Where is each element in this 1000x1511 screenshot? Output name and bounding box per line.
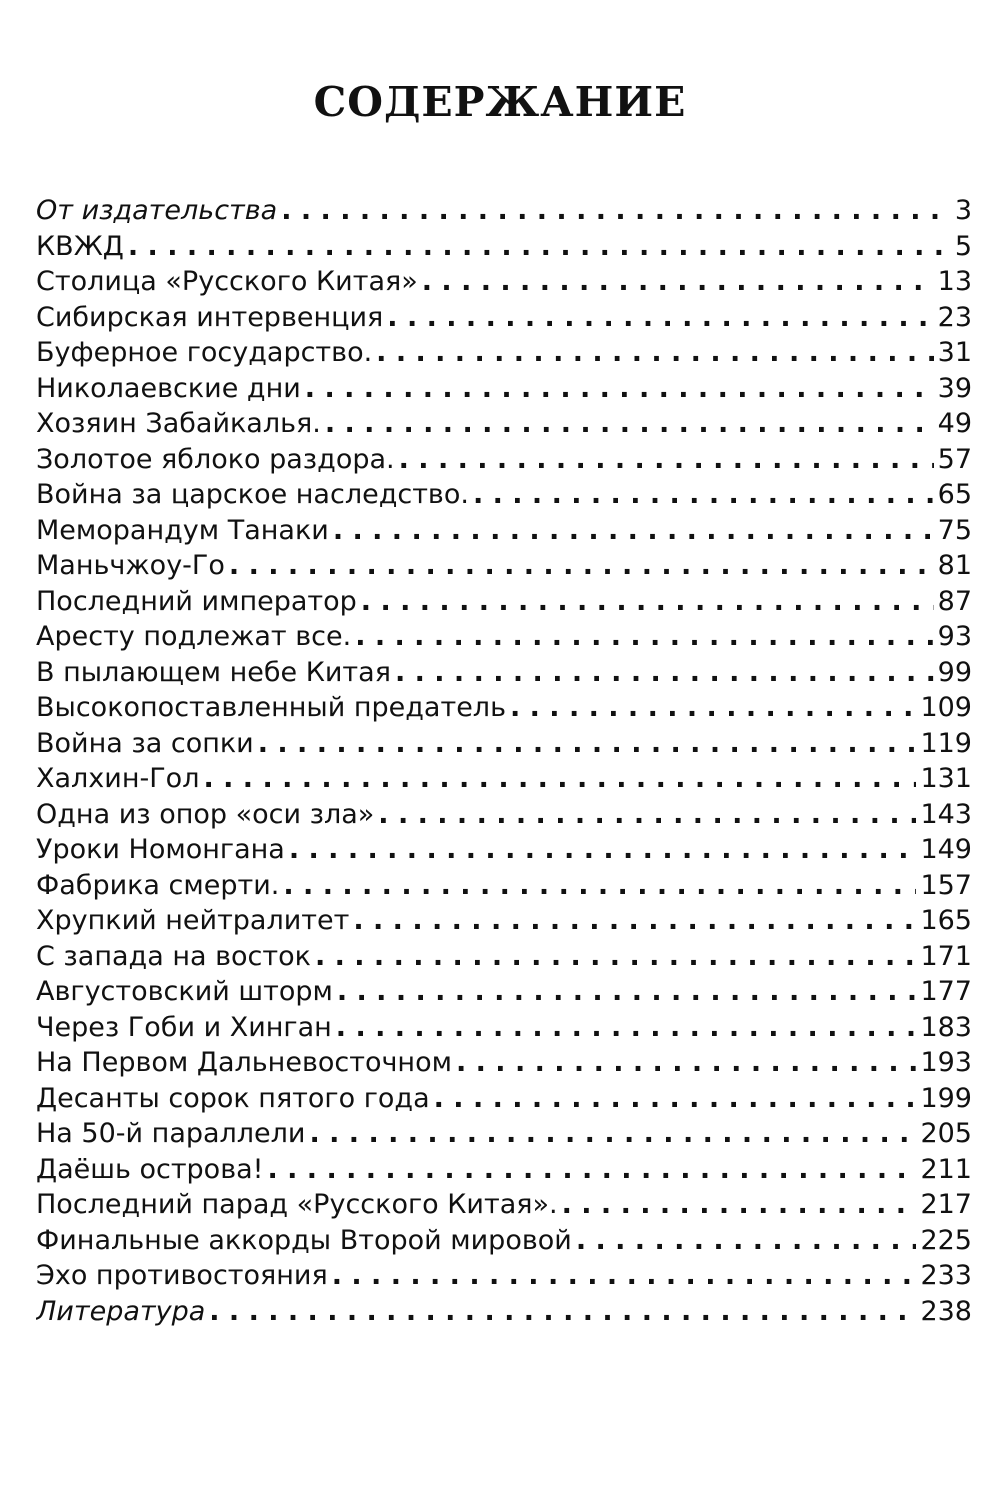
toc-entry-title: Фабрика смерти. [36,869,280,901]
page-title: СОДЕРЖАНИЕ [313,78,687,126]
toc-entry [36,1187,972,1223]
toc-entry-page-number: 193 [920,1047,972,1078]
toc-entry-page-number: 205 [920,1118,972,1149]
toc-entry-page-number: 75 [937,514,972,546]
toc-entry-page-number: 165 [920,905,972,936]
dot-leader [332,1258,917,1294]
dot-leader [283,868,916,904]
toc-entry [36,371,972,407]
toc-entry-page-number: 177 [920,976,972,1007]
toc-entry-title: Маньчжоу-Го [36,550,225,581]
toc-entry [36,229,972,265]
toc-entry [36,939,972,975]
dot-leader [473,477,934,513]
dot-leader [336,1010,917,1046]
toc-entry-title: КВЖД [36,230,124,262]
toc-entry-page-number: 211 [920,1153,972,1185]
dot-leader [305,371,934,407]
toc-entry-title: Аресту подлежат все. [36,621,352,652]
toc-entry-title: Даёшь острова! [36,1153,264,1185]
toc-entry-title: Буферное государство. [36,337,373,368]
dot-leader [562,1187,917,1223]
dot-leader [387,300,933,336]
toc-entry-page-number: 183 [920,1011,972,1043]
toc-entry [36,868,972,904]
toc-entry-page-number: 109 [920,692,972,723]
toc-entry [36,974,972,1010]
toc-entry-page-number: 87 [937,585,972,617]
dot-leader [325,406,934,442]
dot-leader [258,726,917,762]
toc-entry-page-number: 131 [920,763,972,794]
toc-entry-title: Сибирская интервенция [36,301,384,333]
toc-entry-page-number: 39 [937,372,972,404]
toc-entry [36,1258,972,1294]
dot-leader [576,1223,917,1259]
dot-leader [353,903,916,939]
toc-entry-title: Золотое яблоко раздора. [36,443,395,475]
toc-entry [36,690,972,726]
toc-entry-title: Хрупкий нейтралитет [36,905,350,936]
dot-leader [378,797,916,833]
dot-leader [399,442,934,478]
toc-entry [36,655,972,691]
toc-entry-page-number: 171 [920,940,972,972]
toc-entry-page-number: 157 [920,869,972,901]
toc-entry [36,1116,972,1152]
toc-entry-page-number: 23 [937,301,972,333]
toc-entry-title: Высокопоставленный предатель [36,692,506,723]
toc-entry [36,619,972,655]
toc-entry [36,513,972,549]
dot-leader [510,690,916,726]
toc-entry-title: Последний парад «Русского Китая». [36,1189,558,1220]
dot-leader [203,761,916,797]
toc-entry-title: Меморандум Танаки [36,514,329,546]
toc-entry [36,300,972,336]
toc-entry [36,1152,972,1188]
toc-entry-page-number: 81 [937,550,972,581]
table-of-contents [36,193,972,1329]
toc-entry [36,832,972,868]
toc-entry-title: Хозяин Забайкалья. [36,408,321,439]
toc-entry-title: Халхин-Гол [36,763,200,794]
toc-entry-page-number: 149 [920,834,972,865]
dot-leader [337,974,917,1010]
toc-entry-page-number: 238 [920,1295,972,1327]
toc-entry [36,761,972,797]
dot-leader [229,548,934,584]
toc-entry-page-number: 225 [920,1224,972,1256]
toc-entry-title: Финальные аккорды Второй мировой [36,1224,572,1256]
toc-entry-title: Николаевские дни [36,372,301,404]
toc-entry [36,797,972,833]
toc-entry [36,193,972,229]
toc-entry-title: От издательства [36,195,278,226]
toc-entry [36,1223,972,1259]
toc-entry-page-number: 49 [937,408,972,439]
toc-entry-title: На 50-й параллели [36,1118,306,1149]
toc-entry [36,1294,972,1330]
toc-entry [36,1081,972,1117]
toc-entry [36,1045,972,1081]
toc-entry [36,335,972,371]
toc-entry-title: С запада на восток [36,940,311,972]
toc-entry-title: Через Гоби и Хинган [36,1011,332,1043]
dot-leader [309,1116,916,1152]
dot-leader [267,1152,916,1188]
toc-entry-page-number: 57 [937,443,972,475]
toc-entry-page-number: 3 [954,195,972,226]
toc-entry [36,406,972,442]
toc-entry [36,442,972,478]
toc-entry-page-number: 65 [937,479,972,510]
toc-entry-page-number: 5 [954,230,972,262]
dot-leader [422,264,934,300]
toc-entry-title: Десанты сорок пятого года [36,1082,430,1114]
dot-leader [456,1045,916,1081]
toc-entry-title: Уроки Номонгана [36,834,285,865]
dot-leader [361,584,934,620]
toc-entry-page-number: 31 [937,337,972,368]
toc-entry [36,903,972,939]
dot-leader [333,513,934,549]
toc-entry [36,477,972,513]
toc-entry-page-number: 93 [937,621,972,652]
toc-entry-title: Столица «Русского Китая» [36,266,418,297]
toc-entry-title: Эхо противостояния [36,1260,328,1291]
toc-entry-title: Одна из опор «оси зла» [36,798,375,830]
toc-entry-page-number: 13 [937,266,972,297]
dot-leader [281,193,951,229]
toc-entry-title: В пылающем небе Китая [36,656,391,688]
dot-leader [289,832,917,868]
toc-entry-page-number: 119 [920,727,972,759]
dot-leader [315,939,917,975]
toc-entry [36,584,972,620]
toc-entry-page-number: 99 [937,656,972,688]
dot-leader [395,655,934,691]
toc-entry [36,264,972,300]
toc-entry-title: Литература [36,1295,206,1327]
dot-leader [355,619,933,655]
dot-leader [128,229,951,265]
toc-entry-title: На Первом Дальневосточном [36,1047,452,1078]
toc-entry [36,726,972,762]
toc-entry-page-number: 143 [920,798,972,830]
dot-leader [209,1294,916,1330]
toc-entry-page-number: 217 [920,1189,972,1220]
toc-entry-title: Война за царское наследство. [36,479,469,510]
toc-entry [36,548,972,584]
toc-entry-page-number: 233 [920,1260,972,1291]
dot-leader [434,1081,917,1117]
toc-entry [36,1010,972,1046]
toc-entry-title: Последний император [36,585,357,617]
toc-entry-title: Война за сопки [36,727,254,759]
dot-leader [376,335,933,371]
toc-entry-title: Августовский шторм [36,976,333,1007]
toc-entry-page-number: 199 [920,1082,972,1114]
